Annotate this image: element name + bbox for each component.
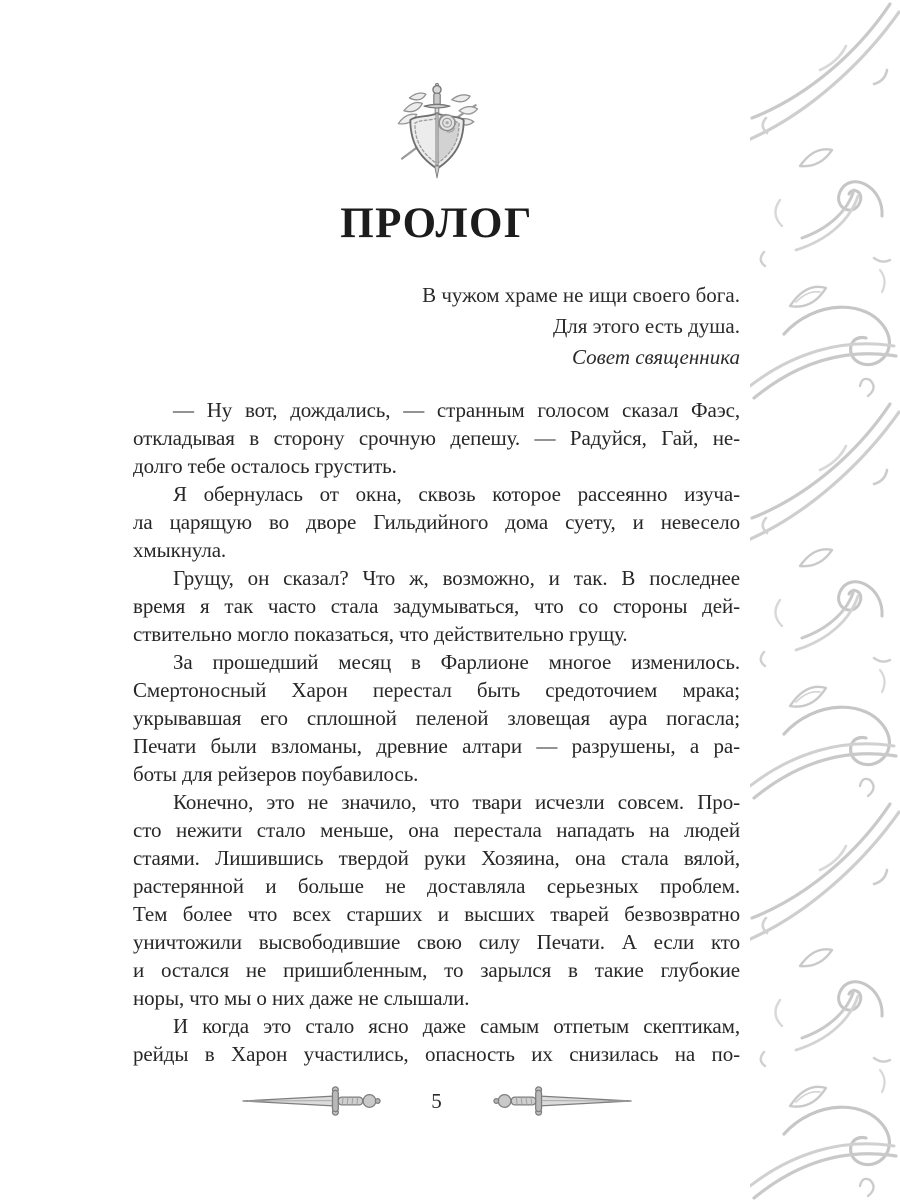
text-line: растерянной и больше не доставляла серьезных проблем.: [133, 874, 740, 898]
dagger-ornament-right-icon: [488, 1083, 634, 1119]
text-line: ла царящую во дворе Гильдийного дома суету, и невесело: [133, 510, 740, 534]
text-line: хмыкнула.: [133, 538, 227, 562]
text-line: рейды в Харон участились, опасность их снизилась на по-: [133, 1042, 740, 1066]
body-text: [133, 396, 740, 1068]
text-line: ствительно могло показаться, что действительно грущу.: [133, 622, 628, 646]
text-line: сто нежити стало меньше, она перестала нападать на людей: [133, 818, 740, 842]
dagger-ornament-left-icon: [240, 1083, 386, 1119]
text-line: укрывавшая его сплошной пеленой зловещая аура погасла;: [133, 706, 740, 730]
text-line: уничтожили высвободившие свою силу Печати. А если кто: [133, 930, 740, 954]
text-line: норы, что мы о них даже не слышали.: [133, 986, 470, 1010]
page-number: 5: [431, 1088, 442, 1113]
text-line: За прошедший месяц в Фарлионе многое изменилось.: [173, 650, 740, 674]
text-line: откладывая в сторону срочную депешу. — Радуйся, Гай, не-: [133, 426, 740, 450]
text-line: Смертоносный Харон перестал быть средоточием мрака;: [133, 678, 740, 702]
epigraph: [133, 280, 740, 373]
text-line: — Ну вот, дождались, — странным голосом сказал Фаэс,: [173, 398, 740, 422]
text-column: [133, 0, 740, 1200]
text-line: Печати были взломаны, древние алтари — разрушены, а ра-: [133, 734, 740, 758]
page-footer: [133, 1083, 740, 1119]
text-line: И когда это стало ясно даже самым отпетым скептикам,: [173, 1014, 740, 1038]
text-line: и остался не пришибленным, то зарылся в такие глубокие: [133, 958, 740, 982]
text-line: время я так часто стала задумываться, что со стороны дей-: [133, 594, 740, 618]
epigraph-line: Для этого есть душа.: [552, 314, 740, 338]
text-line: боты для рейзеров поубавилось.: [133, 762, 419, 786]
chapter-emblem: [133, 0, 740, 185]
epigraph-line: В чужом храме не ищи своего бога.: [422, 283, 740, 307]
epigraph-attribution: Совет священника: [572, 345, 740, 369]
floral-vine-border-icon: [750, 0, 900, 1200]
text-line: Грущу, он сказал? Что ж, возможно, и так. В последнее: [173, 566, 740, 590]
text-line: Тем более что всех старших и высших тварей безвозвратно: [133, 902, 740, 926]
shield-sword-rose-emblem-icon: [391, 82, 483, 180]
chapter-title: ПРОЛОГ: [340, 200, 533, 247]
text-line: Конечно, это не значило, что твари исчезли совсем. Про-: [173, 790, 740, 814]
text-line: стаями. Лишившись твердой руки Хозяина, она стала вялой,: [133, 846, 740, 870]
text-line: Я обернулась от окна, сквозь которое рассеянно изуча-: [173, 482, 740, 506]
text-line: долго тебе осталось грустить.: [133, 454, 397, 478]
